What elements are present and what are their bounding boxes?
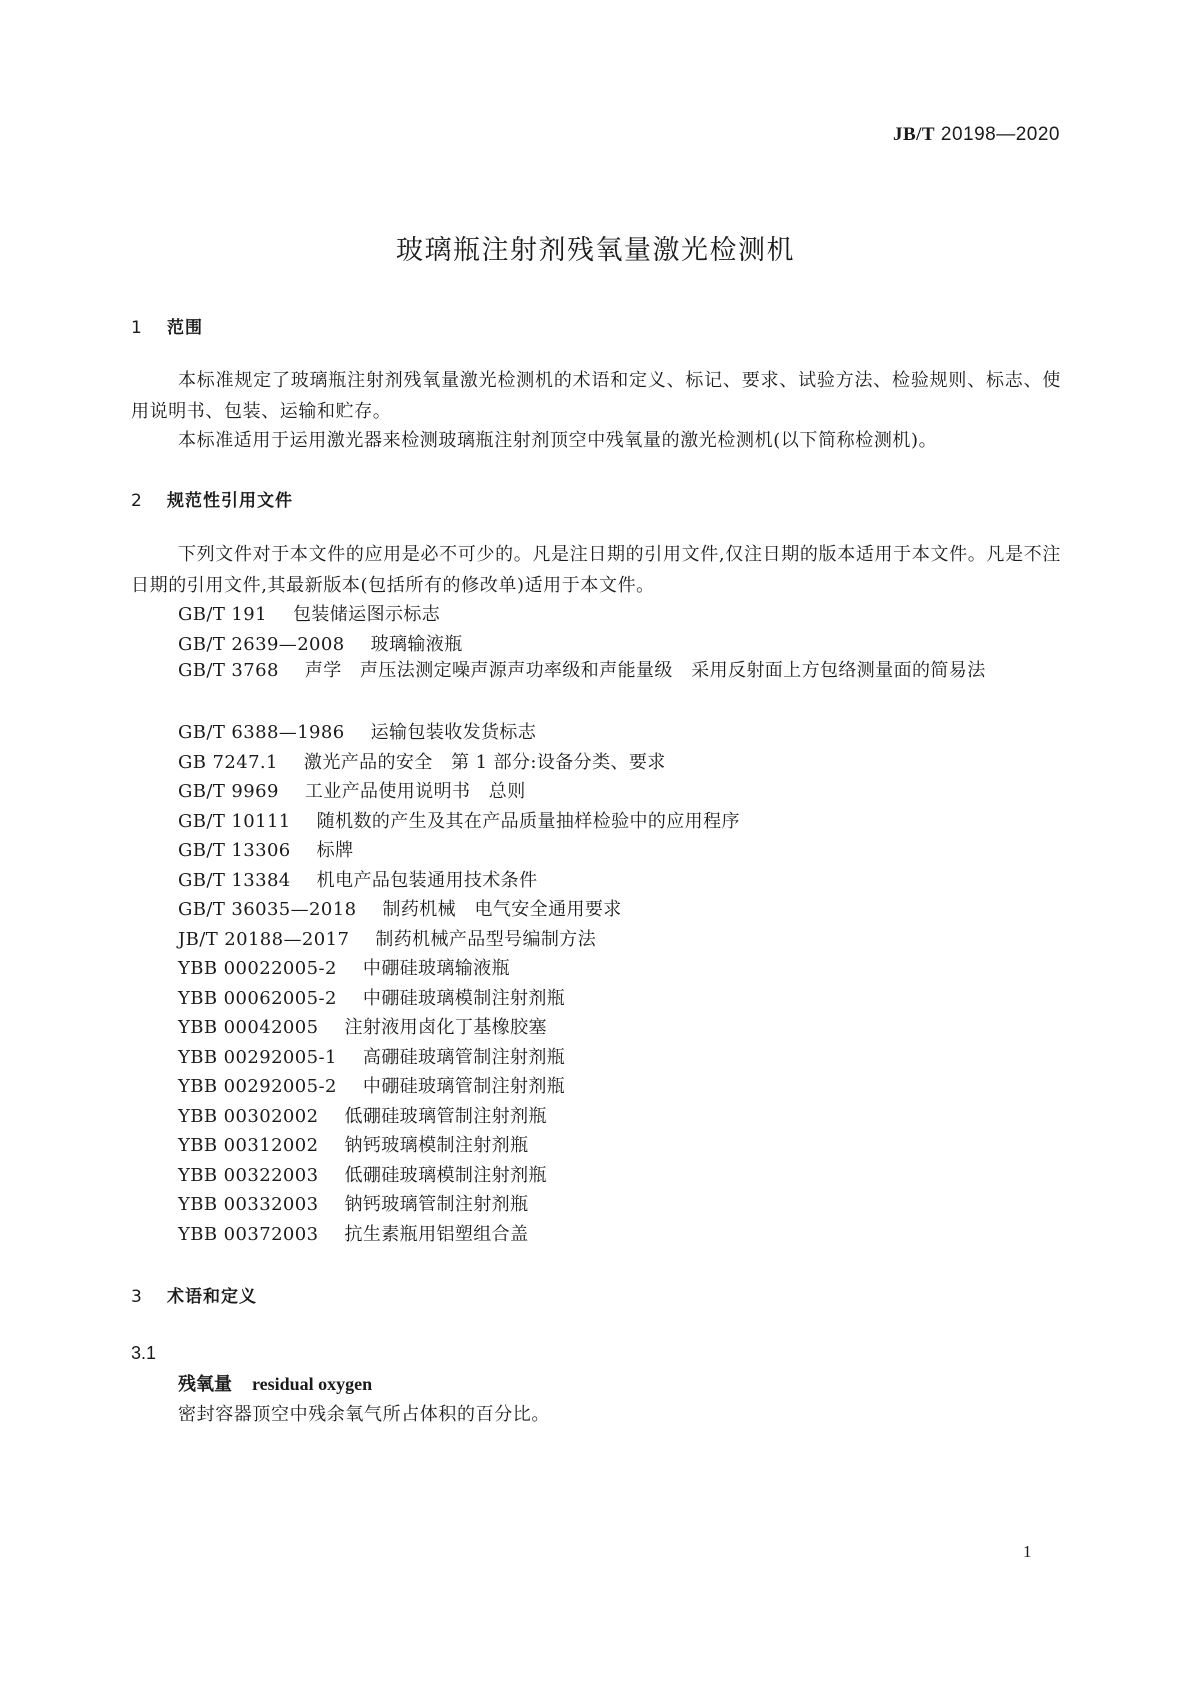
reference-name: 中硼硅玻璃输液瓶 [362,958,511,979]
term-name-en: residual oxygen [252,1374,373,1394]
reference-item [178,1131,528,1157]
reference-item [178,925,596,951]
section-3-heading [131,1282,257,1307]
reference-code: YBB 00022005-2 [178,958,337,979]
reference-name: 低硼硅玻璃模制注射剂瓶 [344,1165,547,1186]
reference-name: 制药机械产品型号编制方法 [375,929,597,950]
reference-code: YBB 00292005-1 [178,1047,337,1068]
reference-code: GB/T 9969 [178,781,279,802]
reference-name: 包装储运图示标志 [292,604,441,625]
reference-item [178,836,353,862]
reference-code: YBB 00302002 [178,1106,319,1127]
reference-item [178,984,565,1010]
section-number: 3 [131,1287,143,1307]
page-number: 1 [1023,1542,1032,1561]
reference-code: GB/T 3768 [178,660,279,681]
section-title: 术语和定义 [167,1287,257,1307]
reference-item [178,807,740,833]
reference-name: 注射液用卤化丁基橡胶塞 [344,1017,547,1038]
reference-item [178,600,440,626]
paragraph: 本标准规定了玻璃瓶注射剂残氧量激光检测机的术语和定义、标记、要求、试验方法、检验规则、标志、使用说明书、包装、运输和贮存。 [131,370,1061,422]
reference-code: GB/T 2639—2008 [178,634,345,655]
term-number: 3.1 [131,1343,157,1363]
reference-name: 中硼硅玻璃管制注射剂瓶 [362,1076,566,1097]
term-name [178,1370,372,1396]
reference-name: 激光产品的安全 第 1 部分:设备分类、要求 [303,752,666,773]
reference-name: 钠钙玻璃管制注射剂瓶 [344,1194,529,1215]
reference-item [178,1043,565,1069]
section-2-heading [131,486,293,511]
reference-name: 抗生素瓶用铝塑组合盖 [344,1224,529,1245]
reference-name: 制药机械 电气安全通用要求 [382,899,622,920]
reference-name: 机电产品包装通用技术条件 [316,870,538,891]
reference-name: 低硼硅玻璃管制注射剂瓶 [344,1106,547,1127]
reference-code: YBB 00372003 [178,1224,319,1245]
reference-name: 玻璃输液瓶 [370,634,463,655]
reference-name: 中硼硅玻璃模制注射剂瓶 [362,988,566,1009]
reference-item [178,1161,547,1187]
paragraph: 下列文件对于本文件的应用是必不可少的。凡是注日期的引用文件,仅注日期的版本适用于本文件。凡是不注日期的引用文件,其最新版本(包括所有的修改单)适用于本文件。 [131,544,1061,596]
section-number: 1 [131,318,143,338]
paragraph: 本标准适用于运用激光器来检测玻璃瓶注射剂顶空中残氧量的激光检测机(以下简称检测机)。 [178,430,938,451]
reference-name: 随机数的产生及其在产品质量抽样检验中的应用程序 [316,811,740,832]
reference-code: YBB 00042005 [178,1017,319,1038]
section-title: 规范性引用文件 [167,491,293,511]
reference-code: GB/T 191 [178,604,267,625]
reference-name: 运输包装收发货标志 [370,722,537,743]
reference-name: 标牌 [316,840,354,861]
standard-code [893,124,1060,146]
reference-code: GB/T 36035—2018 [178,899,357,920]
reference-code: JB/T 20188—2017 [178,929,350,950]
reference-name: 声学 声压法测定噪声源声功率级和声能量级 采用反射面上方包络测量面的简易法 [304,660,986,681]
reference-name: 高硼硅玻璃管制注射剂瓶 [362,1047,566,1068]
standard-prefix: JB/T [892,124,936,145]
term-definition: 密封容器顶空中残余氧气所占体积的百分比。 [178,1404,550,1425]
reference-code: GB 7247.1 [178,752,278,773]
reference-code: YBB 00332003 [178,1194,319,1215]
reference-item [178,777,526,803]
reference-code: GB/T 6388—1986 [178,722,345,743]
reference-item [178,1220,528,1246]
reference-item [178,718,536,744]
reference-code: GB/T 10111 [178,811,291,832]
reference-item [178,1102,547,1128]
section-title: 范围 [167,318,203,338]
section-number: 2 [131,491,143,511]
reference-item [178,1190,528,1216]
reference-name: 工业产品使用说明书 总则 [304,781,526,802]
reference-item [178,1013,547,1039]
reference-code: YBB 00322003 [178,1165,319,1186]
document-title: 玻璃瓶注射剂残氧量激光检测机 [396,235,795,266]
reference-code: YBB 00062005-2 [178,988,337,1009]
reference-item [131,655,1061,686]
reference-name: 钠钙玻璃模制注射剂瓶 [344,1135,529,1156]
reference-item [178,1072,565,1098]
reference-item [178,866,537,892]
section-1-heading [131,313,203,338]
reference-code: GB/T 13384 [178,870,291,891]
reference-code: YBB 00312002 [178,1135,319,1156]
reference-item [178,895,622,921]
standard-number: 20198—2020 [940,124,1060,145]
term-name-cn: 残氧量 [178,1374,232,1395]
reference-item [178,630,463,656]
reference-item [178,748,666,774]
reference-code: GB/T 13306 [178,840,291,861]
reference-code: YBB 00292005-2 [178,1076,337,1097]
reference-item [178,954,510,980]
